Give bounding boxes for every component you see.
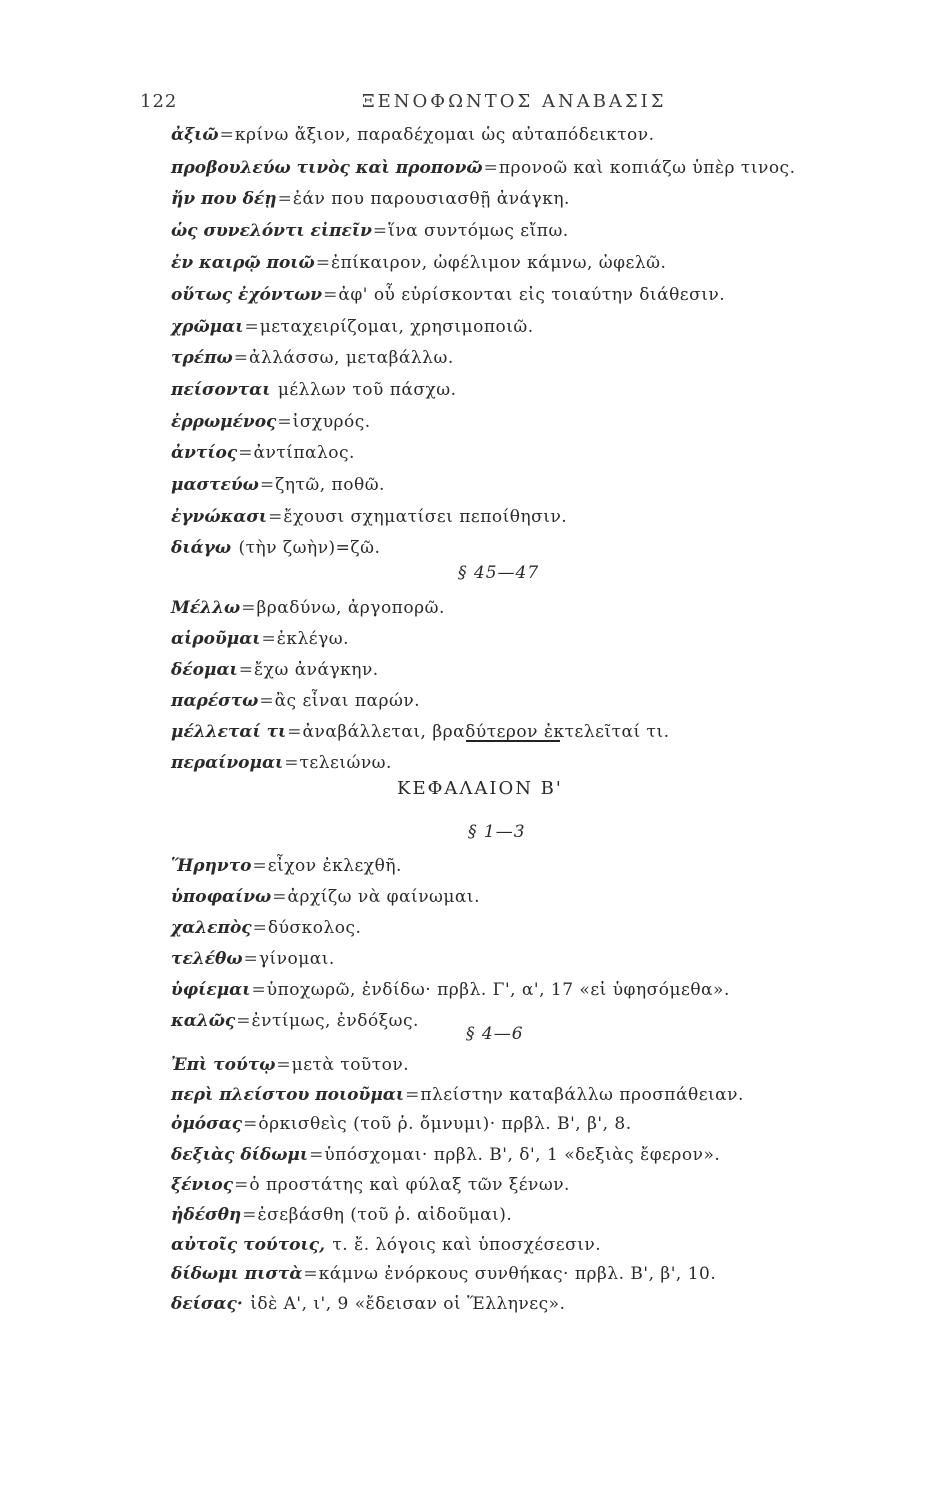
glossary-entry	[171, 689, 420, 713]
entry-definition: ἰδὲ Α', ι', 9 «ἔδεισαν οἱ Ἕλληνες».	[250, 1294, 566, 1314]
entry-term: ἠδέσθη	[171, 1205, 242, 1225]
entry-term: μαστεύω	[171, 475, 259, 495]
entry-definition: ἀλλάσσω, μεταβάλλω.	[248, 348, 454, 368]
entry-definition: γίνομαι.	[258, 949, 335, 969]
entry-definition: μεταχειρίζομαι, χρησιμοποιῶ.	[259, 317, 534, 337]
entry-term: περαίνομαι	[171, 753, 284, 773]
glossary-entry	[171, 315, 534, 339]
entry-definition: ὑπόσχομαι· πρβλ. Β', δ', 1 «δεξιὰς ἔφερον».	[324, 1145, 721, 1165]
entry-separator	[271, 380, 276, 400]
glossary-entry	[171, 378, 457, 402]
entry-separator: =	[259, 475, 275, 495]
entry-definition: εἶχον ἐκλεχθῆ.	[267, 856, 402, 876]
entry-separator: =	[272, 887, 287, 907]
glossary-entry	[171, 441, 355, 465]
entry-separator: =	[252, 856, 267, 876]
entry-separator: =	[236, 1011, 251, 1031]
entry-term: ὑφίεμαι	[171, 980, 251, 1000]
entry-definition: δύσκολος.	[267, 918, 362, 938]
entry-separator	[326, 1235, 331, 1255]
section-divider	[466, 740, 560, 742]
entry-definition: κάμνω ἐνόρκους συνθήκας· πρβλ. Β', β', 10.	[318, 1264, 717, 1284]
entry-definition: (τὴν ζωὴν)=ζῶ.	[238, 538, 381, 558]
entry-term: ξένιος	[171, 1175, 234, 1195]
section-heading: § 1—3	[468, 822, 526, 842]
entry-term: αἱροῦμαι	[171, 629, 261, 649]
entry-definition: βραδύνω, ἀργοπορῶ.	[256, 598, 445, 618]
entry-definition: ἐπίκαιρον, ὠφέλιμον κάμνω, ὠφελῶ.	[330, 253, 667, 273]
entry-term: ἐγνώκασι	[171, 507, 268, 527]
entry-definition: ὑποχωρῶ, ἐνδίδω· πρβλ. Γ', α', 17 «εἰ ὑφησόμεθα».	[266, 980, 730, 1000]
entry-term: ἤν που δέῃ	[171, 189, 277, 209]
glossary-entry	[171, 473, 385, 497]
entry-separator: =	[219, 125, 234, 145]
entry-separator	[244, 1294, 249, 1314]
entry-term: ἐν καιρῷ ποιῶ	[171, 253, 315, 273]
glossary-entry	[171, 410, 371, 434]
glossary-entry	[171, 283, 725, 307]
entry-separator: =	[238, 443, 253, 463]
entry-term: Ἥρηντο	[171, 856, 252, 876]
entry-term: δίδωμι πιστὰ	[171, 1264, 303, 1284]
entry-definition: μέλλων τοῦ πάσχω.	[277, 380, 457, 400]
entry-separator: =	[234, 1175, 249, 1195]
glossary-entry	[171, 536, 380, 560]
glossary-entry	[171, 751, 392, 775]
glossary-entry	[171, 219, 569, 243]
entry-term: οὕτως ἐχόντων	[171, 285, 323, 305]
page-number: 122	[140, 91, 178, 112]
entry-separator: =	[303, 1264, 318, 1284]
entry-term: ἀξιῶ	[171, 125, 219, 145]
entry-term: περὶ πλείστου ποιοῦμαι	[171, 1085, 405, 1105]
glossary-entry	[171, 156, 795, 180]
entry-term: ὀμόσας	[171, 1114, 243, 1134]
entry-definition: τελειώνω.	[299, 753, 392, 773]
glossary-entry	[171, 1233, 601, 1257]
glossary-entry	[171, 947, 335, 971]
entry-term: τελέθω	[171, 949, 243, 969]
glossary-entry	[171, 1143, 720, 1167]
entry-separator: =	[277, 412, 292, 432]
entry-term: καλῶς	[171, 1011, 236, 1031]
glossary-entry	[171, 1112, 632, 1136]
entry-term: ὡς συνελόντι εἰπεῖν	[171, 221, 372, 241]
entry-definition: ἐντίμως, ἐνδόξως.	[251, 1011, 419, 1031]
entry-definition: κρίνω ἄξιον, παραδέχομαι ὡς αὐταπόδεικτον.	[234, 125, 655, 145]
entry-definition: ἐάν που παρουσιασθῇ ἀνάγκη.	[292, 189, 570, 209]
entry-definition: ἀφ' οὗ εὑρίσκονται εἰς τοιαύτην διάθεσιν.	[338, 285, 726, 305]
entry-separator: =	[287, 722, 302, 742]
entry-separator: =	[242, 1205, 257, 1225]
entry-term: χαλεπὸς	[171, 918, 252, 938]
entry-separator: =	[238, 660, 254, 680]
glossary-entry	[171, 916, 361, 940]
entry-term: δεξιὰς δίδωμι	[171, 1145, 309, 1165]
entry-term: δείσας·	[171, 1294, 243, 1314]
entry-definition: ἐσεβάσθη (τοῦ ῥ. αἰδοῦμαι).	[257, 1205, 513, 1225]
entry-term: χρῶμαι	[171, 317, 244, 337]
entry-separator: =	[483, 158, 498, 178]
entry-term: διάγω	[171, 538, 232, 558]
entry-term: πείσονται	[171, 380, 271, 400]
entry-term: αὐτοῖς τούτοις,	[171, 1235, 325, 1255]
entry-separator	[232, 538, 237, 558]
entry-separator: =	[309, 1145, 324, 1165]
entry-definition: ἀναβάλλεται, βραδύτερον ἐκτελεῖταί τι.	[302, 722, 670, 742]
glossary-entry	[171, 720, 670, 744]
glossary-entry	[171, 505, 567, 529]
entry-separator: =	[268, 507, 283, 527]
glossary-entry	[171, 1053, 409, 1077]
entry-definition: ἔχω ἀνάγκην.	[254, 660, 379, 680]
entry-term: Μέλλω	[171, 598, 241, 618]
glossary-entry	[171, 885, 480, 909]
entry-separator: =	[261, 629, 276, 649]
entry-separator: =	[372, 221, 388, 241]
entry-separator: =	[244, 317, 259, 337]
section-heading: § 4—6	[466, 1024, 524, 1044]
entry-definition: ἀρχίζω νὰ φαίνωμαι.	[287, 887, 480, 907]
entry-term: ἐρρωμένος	[171, 412, 277, 432]
section-heading: § 45—47	[458, 563, 540, 583]
entry-separator: =	[251, 980, 266, 1000]
glossary-entry	[171, 658, 379, 682]
entry-definition: ὁ προστάτης καὶ φύλαξ τῶν ξένων.	[249, 1175, 570, 1195]
entry-term: ἀντίος	[171, 443, 238, 463]
entry-separator: =	[276, 1055, 291, 1075]
entry-separator: =	[323, 285, 338, 305]
entry-separator: =	[405, 1085, 420, 1105]
entry-definition: ὁρκισθεὶς (τοῦ ῥ. ὄμνυμι)· πρβλ. Β', β', 8.	[258, 1114, 632, 1134]
entry-term: παρέστω	[171, 691, 259, 711]
entry-definition: τ. ἔ. λόγοις καὶ ὑποσχέσεσιν.	[332, 1235, 602, 1255]
entry-definition: ἔχουσι σχηματίσει πεποίθησιν.	[283, 507, 568, 527]
glossary-entry	[171, 346, 454, 370]
entry-term: δέομαι	[171, 660, 238, 680]
glossary-entry	[171, 1009, 419, 1033]
entry-definition: προνοῶ καὶ κοπιάζω ὑπὲρ τινος.	[498, 158, 796, 178]
entry-separator: =	[259, 691, 274, 711]
entry-definition: ἂς εἶναι παρών.	[274, 691, 421, 711]
entry-separator: =	[284, 753, 299, 773]
entry-separator: =	[243, 1114, 258, 1134]
entry-separator: =	[315, 253, 330, 273]
entry-separator: =	[233, 348, 248, 368]
glossary-entry	[171, 627, 349, 651]
glossary-entry	[171, 596, 445, 620]
glossary-entry	[171, 123, 655, 147]
glossary-entry	[171, 1262, 716, 1286]
entry-separator: =	[241, 598, 256, 618]
glossary-entry	[171, 187, 570, 211]
glossary-entry	[171, 1173, 570, 1197]
chapter-heading: ΚΕΦΑΛΑΙΟΝ Β'	[397, 778, 563, 799]
entry-definition: ἵνα συντόμως εἴπω.	[388, 221, 569, 241]
entry-definition: ἀντίπαλος.	[253, 443, 355, 463]
entry-separator: =	[252, 918, 267, 938]
entry-definition: πλείστην καταβάλλω προσπάθειαν.	[420, 1085, 744, 1105]
entry-definition: ἐκλέγω.	[276, 629, 350, 649]
glossary-entry	[171, 1292, 565, 1316]
entry-term: ὑποφαίνω	[171, 887, 272, 907]
entry-term: προβουλεύω τινὸς καὶ προπονῶ	[171, 158, 483, 178]
entry-separator: =	[243, 949, 258, 969]
entry-separator: =	[277, 189, 292, 209]
entry-term: μέλλεταί τι	[171, 722, 287, 742]
entry-term: τρέπω	[171, 348, 233, 368]
glossary-entry	[171, 251, 666, 275]
entry-definition: ἰσχυρός.	[292, 412, 371, 432]
glossary-entry	[171, 1083, 744, 1107]
glossary-entry	[171, 854, 402, 878]
glossary-entry	[171, 1203, 512, 1227]
running-title: ΞΕΝΟΦΩΝΤΟΣ ΑΝΑΒΑΣΙΣ	[362, 91, 667, 112]
entry-definition: ζητῶ, ποθῶ.	[275, 475, 385, 495]
entry-definition: μετὰ τοῦτον.	[291, 1055, 410, 1075]
glossary-entry	[171, 978, 730, 1002]
entry-term: Ἐπὶ τούτῳ	[171, 1055, 276, 1075]
